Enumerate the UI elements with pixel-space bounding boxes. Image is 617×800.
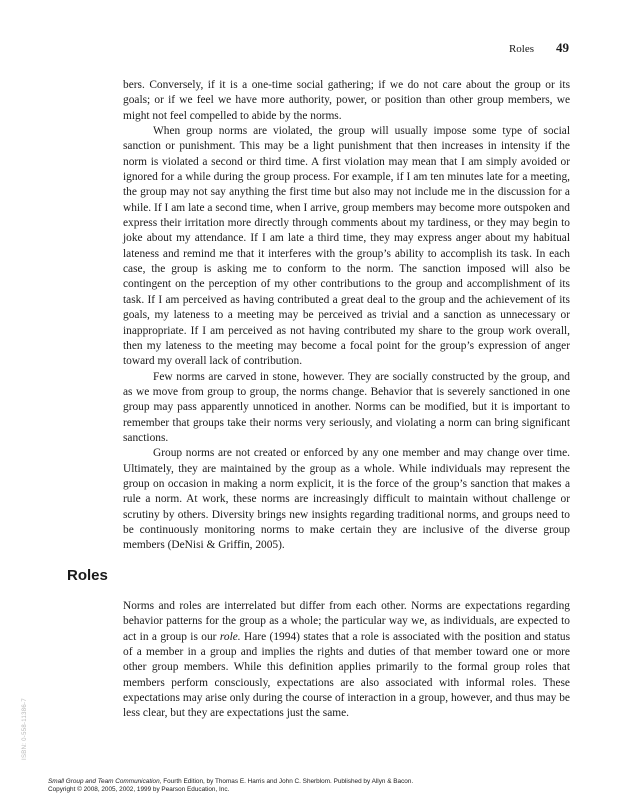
- footer-line-1-rest: Fourth Edition, by Thomas E. Harris and John C. Sherblom. Published by Allyn & Bacon.: [161, 778, 414, 785]
- section-heading-roles: Roles: [67, 567, 108, 584]
- role-term: role.: [219, 630, 241, 643]
- roles-body-text: [123, 599, 570, 722]
- page-number: 49: [556, 40, 569, 55]
- footer-copyright: [48, 778, 413, 795]
- roles-text-before: Norms and roles are interrelated but differ from each other. Norms are expectations regarding behavior patterns for the group as a whole; the particular way we, as individuals, are expected to act in a group is our: [123, 600, 570, 643]
- footer-book-title: Small Group and Team Communication,: [48, 778, 162, 785]
- paragraph-norm-violation: When group norms are violated, the group will usually impose some type of social sanction or punishment. This may be a light punishment that then increases in intensity if the norm is violated a second or third time. A first violation may mean that I am simply avoided or ignored for a while during the group process. For example, if I am ten minutes late for a meeting, the group may not say anything the first time but also may not include me in the discussion for a while. If I am late a second time, when I arrive, group members may become more outspoken and express their irritation more directly through comments about my tardiness, or they may begin to joke about my attendance. If I am late a third time, they may express anger about my habitual lateness and remind me that it interferes with the group’s ability to accomplish its task. In each case, the group is asking me to conform to the norm. The sanction imposed will also be contingent on the perception of my other contributions to the group and accomplishment of its task. If I am perceived as having contributed a great deal to the group and the achievement of its goals, my lateness to a meeting may be perceived as trivial and a sanction as unnecessary or inappropriate. If I am perceived as not having contributed my share to the group work overall, then my lateness to the meeting may become a focal point for the group’s expression of anger toward my overall lack of contribution.: [123, 125, 570, 368]
- paragraph-roles: [123, 599, 570, 722]
- paragraph-continued: bers. Conversely, if it is a one-time social gathering; if we do not care about the group or its goals; or if we feel we have more authority, power, or position than other group members, we might not feel compelled to abide by the norms.: [123, 79, 570, 122]
- roles-text-after: Hare (1994) states that a role is associated with the position and status of a member in a group and implies the rights and duties of that member toward one or more other group members. While this definition applies primarily to the formal group roles that members perform consciously, expectations are also associated with informal roles. These expectations may arise only during the course of interaction in a group, however, and thus may be less clear, but they are expectations just the same.: [123, 630, 571, 720]
- running-head: [509, 40, 569, 56]
- paragraph-carved-in-stone: Few norms are carved in stone, however. They are socially constructed by the group, and as we move from group to group, the norms change. Behavior that is severely sanctioned in one group may pass apparently unnoticed in another. Norms can be modified, but it is important to remember that groups take their norms very seriously, and violating a norm can bring significant sanctions.: [123, 370, 570, 444]
- side-isbn: ISBN: 0-558-11386-7: [22, 698, 28, 760]
- paragraph-group-norms: Group norms are not created or enforced by any one member and may change over time. Ultimately, they are maintained by the group as a whole. While individuals may represent the group on occasion in making a norm explicit, it is the force of the group’s sanction that makes a rule a norm. At work, these norms are increasingly difficult to maintain without challenge or scrutiny by others. Diversity brings new insights regarding traditional norms, and groups need to be continuously monitoring norms to make certain they are inclusive of the diverse group members (DeNisi & Griffin, 2005).: [123, 447, 570, 552]
- main-body-text: [123, 78, 570, 554]
- running-head-section: Roles: [508, 43, 534, 55]
- footer-line-2: Copyright © 2008, 2005, 2002, 1999 by Pearson Education, Inc.: [48, 786, 230, 794]
